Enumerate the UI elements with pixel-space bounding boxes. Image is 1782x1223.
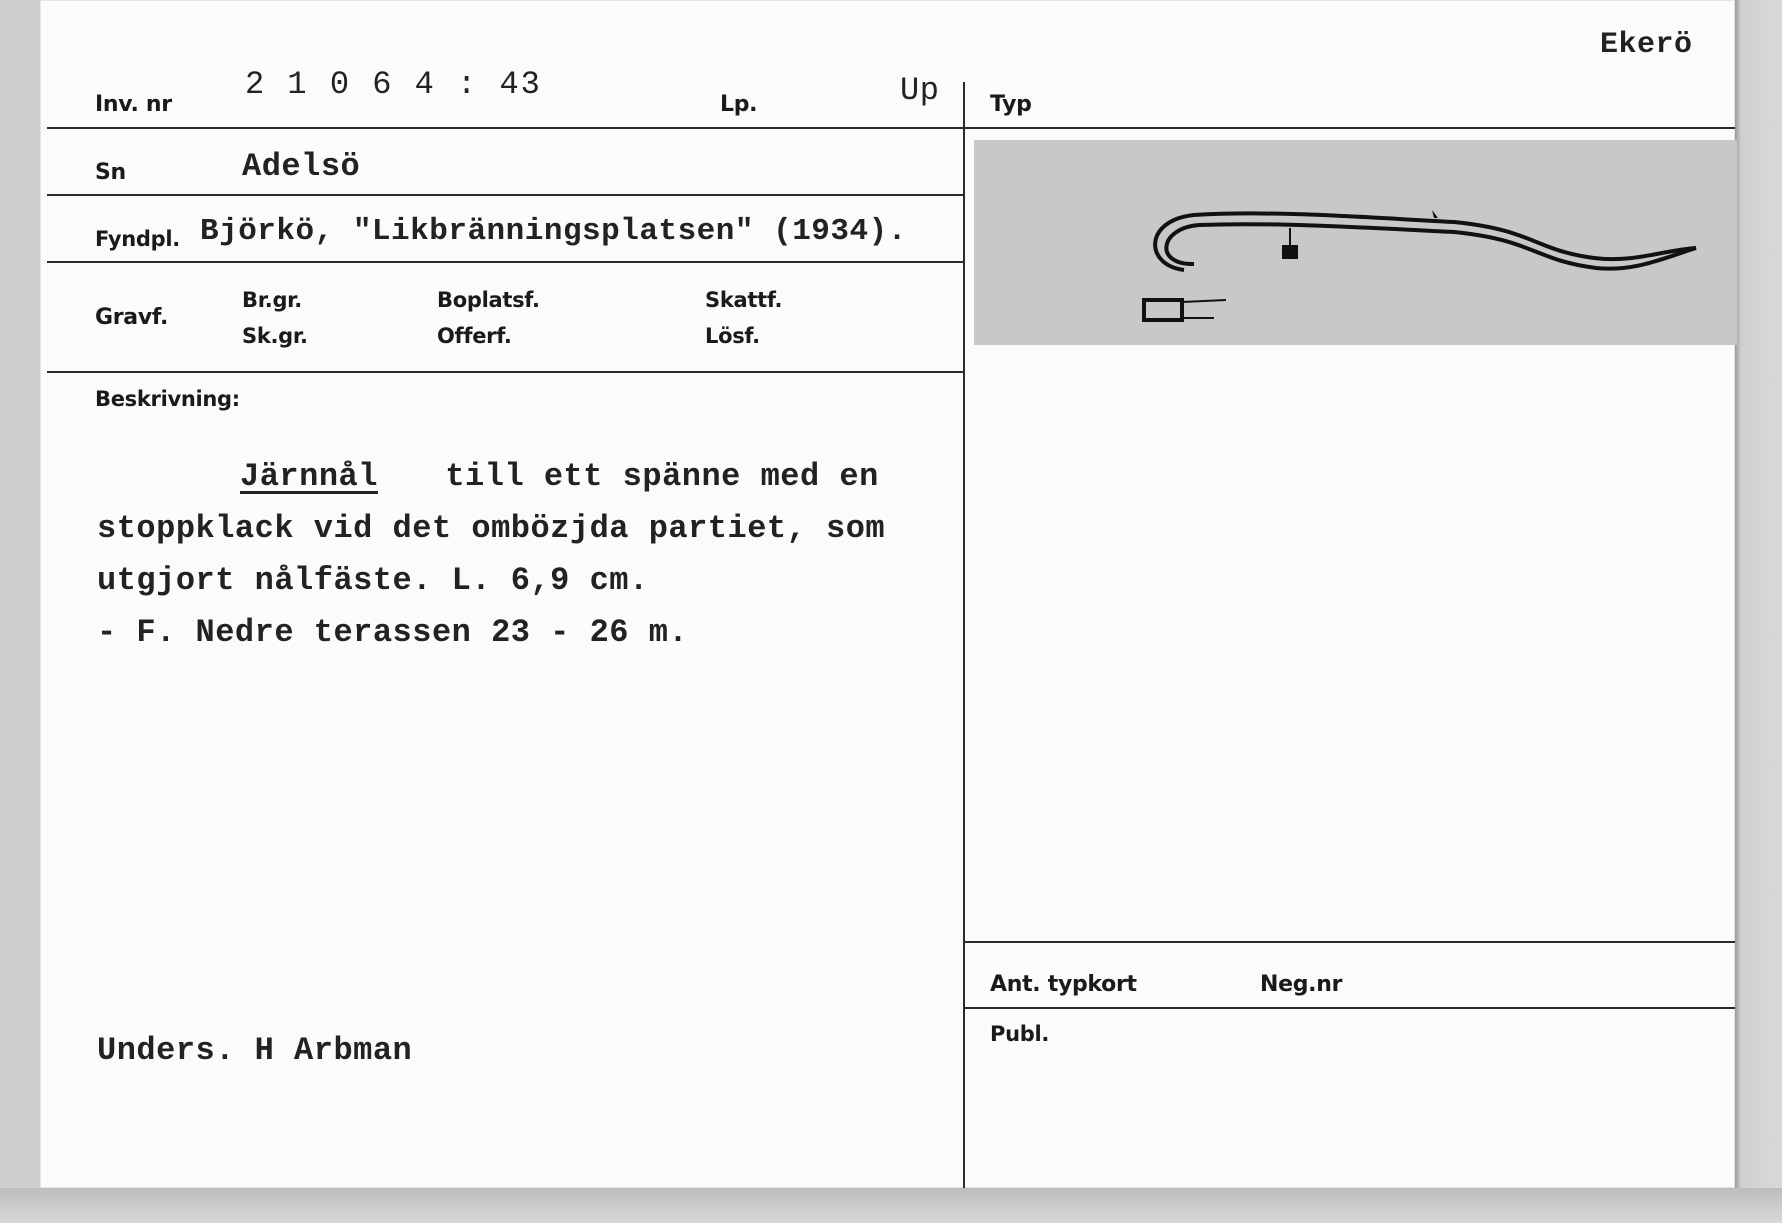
description-line-4: - F. Nedre terassen 23 - 26 m. <box>97 614 689 651</box>
typ-label: Typ <box>990 92 1032 117</box>
divider-row2 <box>47 194 963 196</box>
inv-nr-value: 2 1 0 6 4 : 43 <box>245 66 542 103</box>
divider-typ <box>965 127 1735 129</box>
brgr-label: Br.gr. <box>242 288 302 312</box>
publ-label: Publ. <box>990 1022 1050 1046</box>
region-label: Ekerö <box>1600 28 1693 62</box>
gravf-label: Gravf. <box>95 305 169 330</box>
description-line-2: stoppklack vid det ombözjda partiet, som <box>97 510 886 547</box>
description-line-1 <box>240 458 879 495</box>
losf-label: Lösf. <box>705 324 760 348</box>
card-bottom-shadow <box>0 1188 1782 1223</box>
description-line-1-rest: till ett spänne med en <box>445 458 879 495</box>
divider-ant-top <box>965 941 1735 943</box>
sn-value: Adelsö <box>242 148 361 185</box>
offerf-label: Offerf. <box>437 324 512 348</box>
divider-row3 <box>47 261 963 263</box>
negnr-label: Neg.nr <box>1260 972 1343 997</box>
divider-row1 <box>47 127 963 129</box>
column-divider <box>963 82 965 1188</box>
divider-row4 <box>47 371 963 373</box>
sn-label: Sn <box>95 160 126 185</box>
description-line-3: utgjort nålfäste. L. 6,9 cm. <box>97 562 649 599</box>
boplatsf-label: Boplatsf. <box>437 288 540 312</box>
fyndpl-value: Björkö, "Likbränningsplatsen" (1934). <box>200 214 907 249</box>
unders-value: Unders. H Arbman <box>97 1032 413 1069</box>
skgr-label: Sk.gr. <box>242 324 308 348</box>
divider-publ-top <box>965 1007 1735 1009</box>
fyndpl-label: Fyndpl. <box>95 227 180 251</box>
lp-value: Up <box>900 72 940 109</box>
skattf-label: Skattf. <box>705 288 783 312</box>
beskrivning-label: Beskrivning: <box>95 387 240 411</box>
card-edge-shadow <box>1735 0 1782 1223</box>
inv-nr-label: Inv. nr <box>95 92 172 117</box>
ant-typkort-label: Ant. typkort <box>990 972 1137 997</box>
iron-pin-drawing-icon <box>974 140 1737 345</box>
description-keyword: Järnnål <box>240 458 378 495</box>
lp-label: Lp. <box>720 92 758 117</box>
